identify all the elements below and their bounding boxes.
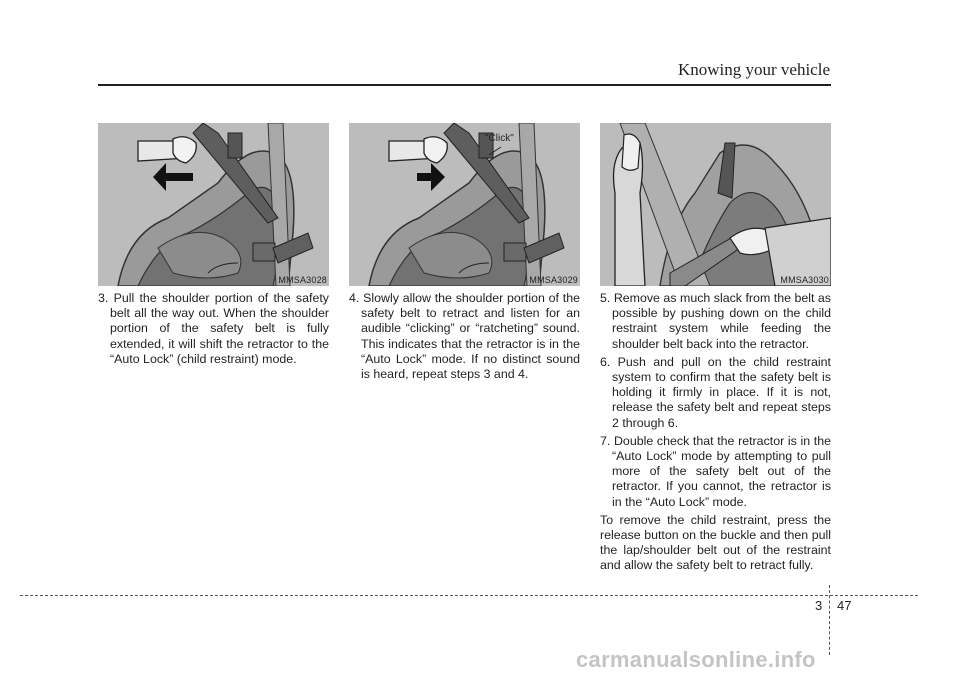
column-middle [349, 291, 580, 382]
page-number-separator [829, 585, 830, 655]
step-7: 7. Double check that the retractor is in the “Auto Lock” mode by attempting to pull more of the safety belt out of the retractor. If you cannot, the retractor is in the “Auto Lock” mode. [600, 433, 831, 509]
step-4: 4. Slowly allow the shoulder portion of the safety belt to retract and listen for an audible “clicking” or “ratcheting” sound. This indicates that the retractor is in the “Auto Lock” mode. If no distinct sound is heard, repeat steps 3 and 4. [349, 291, 580, 382]
right-arrow-icon [349, 123, 580, 286]
left-arrow-icon [98, 123, 329, 286]
figure-code: MMSA3028 [278, 275, 327, 285]
chapter-number: 3 [815, 598, 823, 613]
column-left [98, 291, 329, 367]
section-header-title: Knowing your vehicle [677, 60, 830, 79]
footer-divider [20, 595, 918, 596]
step-3: 3. Pull the shoulder portion of the safety belt all the way out. When the shoulder portion of the safety belt is fully extended, it will shift the retractor to the “Auto Lock” (child restraint) mode. [98, 291, 329, 366]
page-number: 47 [837, 598, 852, 613]
column-right [600, 291, 831, 574]
figure-retract-belt [349, 123, 580, 286]
click-callout: "Click" [485, 133, 514, 144]
step-6: 6. Push and pull on the child restraint system to confirm that the safety belt is holding it firmly in place. If it is not, release the safety belt and repeat steps 2 through 6. [600, 354, 831, 430]
step-5: 5. Remove as much slack from the belt as possible by pushing down on the child restraint system while feeding the shoulder belt back into the retractor. [600, 291, 831, 351]
removal-paragraph: To remove the child restraint, press the release button on the buckle and then pull the lap/shoulder belt out of the restraint and allow the safety belt to retract fully. [600, 512, 831, 573]
figure-code: MMSA3029 [529, 275, 578, 285]
figure-pull-belt [98, 123, 329, 286]
figure-remove-slack [600, 123, 831, 286]
header-rule [98, 84, 831, 86]
child-seat-push-illustration [600, 123, 831, 286]
watermark: carmanualsonline.info [576, 647, 816, 672]
figure-code: MMSA3030 [780, 275, 829, 285]
